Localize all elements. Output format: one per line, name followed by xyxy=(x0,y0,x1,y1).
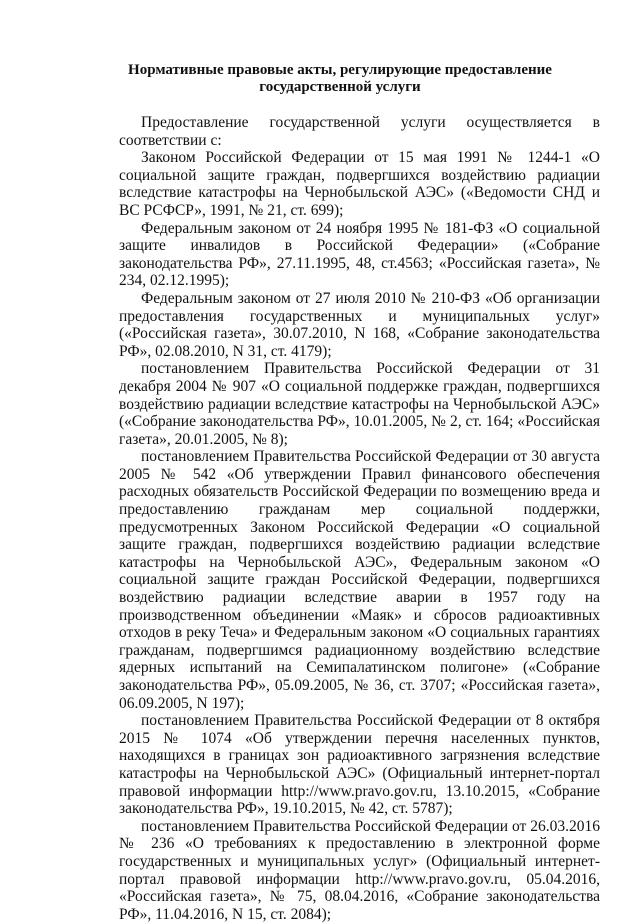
title-line-2: государственной услуги xyxy=(259,79,421,95)
legal-act-2010-210-fz: Федеральным законом от 27 июля 2010 № 210-ФЗ «Об организации предоставления государственных и муниципальных услуг» («Российская газета», 30.07.2010, N 168, «Собрание законодательства РФ», 02.08.2010, N 31, ст. 4179); xyxy=(119,289,600,360)
title-line-1: Нормативные правовые акты, регулирующие предоставление xyxy=(128,62,552,78)
legal-act-1995-181-fz: Федеральным законом от 24 ноября 1995 № 181-ФЗ «О социальной защите инвалидов в Российской Федерации» («Собрание законодательства РФ», 27.11.1995, 48, ст.4563; «Российская газета», № 234, 02.12.1995); xyxy=(119,219,600,290)
legal-act-2015-1074: постановлением Правительства Российской Федерации от 8 октября 2015 № 1074 «Об утверждении перечня населенных пунктов, находящихся в границах зон радиоактивного загрязнения вследствие катастрофы на Чернобыльской АЭС» (Официальный интернет-портал правовой информации http://www.pravo.gov.ru, 13.10.2015, «Собрание законодательства РФ», 19.10.2015, № 42, ст. 5787); xyxy=(119,712,600,818)
legal-act-2005-542: постановлением Правительства Российской Федерации от 30 августа 2005 № 542 «Об утверждении Правил финансового обеспечения расходных обязательств Российской Федерации по возмещению вреда и предоставлению гражданам мер социальной поддержки, предусмотренных Законом Российской Федерации «О социальной защите граждан, подвергшихся воздействию радиации вследствие катастрофы на Чернобыльской АЭС», Федеральным законом «О социальной защите граждан Российской Федерации, подвергшихся воздействию радиации вследствие аварии в 1957 году на производственном объединении «Маяк» и сбросов радиоактивных отходов в реку Теча» и Федеральным законом «О социальных гарантиях гражданам, подвергшимся радиационному воздействию вследствие ядерных испытаний на Семипалатинском полигоне» («Собрание законодательства РФ», 05.09.2005, № 36, ст. 3707; «Российская газета», 06.09.2005, N 197); xyxy=(119,448,600,712)
legal-act-1991-1244-1: Законом Российской Федерации от 15 мая 1991 № 1244-1 «О социальной защите граждан, подвергшихся воздействию радиации вследствие катастрофы на Чернобыльской АЭС» («Ведомости СНД и ВС РСФСР», 1991, № 21, ст. 699); xyxy=(119,149,600,219)
document-body xyxy=(119,114,600,923)
document-title xyxy=(100,62,580,96)
legal-act-2016-236: постановлением Правительства Российской Федерации от 26.03.2016 № 236 «О требованиях к предоставлению в электронной форме государственных и муниципальных услуг» (Официальный интернет-портал правовой информации http://www.pravo.gov.ru, 05.04.2016, «Российская газета», № 75, 08.04.2016, «Собрание законодательства РФ», 11.04.2016, N 15, ст. 2084); xyxy=(119,817,600,923)
intro-paragraph: Предоставление государственной услуги осуществляется в соответствии с: xyxy=(119,114,600,149)
legal-act-2004-907: постановлением Правительства Российской Федерации от 31 декабря 2004 № 907 «О социальной поддержке граждан, подвергшихся воздействию радиации вследствие катастрофы на Чернобыльской АЭС» («Собрание законодательства РФ», 10.01.2005, № 2, ст. 164; «Российская газета», 20.01.2005, № 8); xyxy=(119,360,600,448)
